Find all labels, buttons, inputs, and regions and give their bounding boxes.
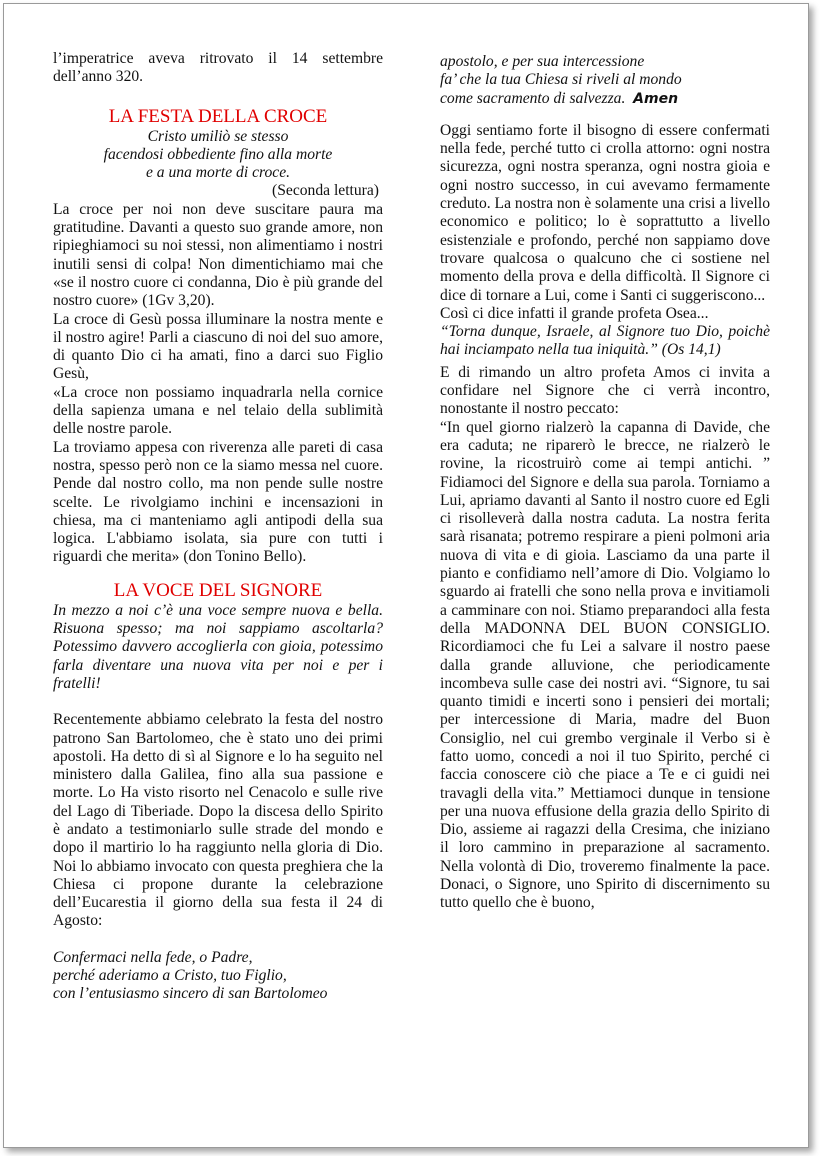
- paragraph: Oggi sentiamo forte il bisogno di essere confermati nella fede, perché tutto ci crolla attorno: ogni nostra sicurezza, ogni nostra speranza, ogni nostra gioia e ogni nostro successo, in cui avevamo fermamente creduto. La nostra non è solamente una crisi a livello economico e politico; lo è soprattutto a livello esistenziale e profondo, perché non sappiamo dove trovare qualcosa o qualcuno che ci sostiene nel momento della prova e della difficoltà. Il Signore ci dice di tornare a Lui, come i Santi ci suggeriscono...: [440, 121, 770, 304]
- paragraph: La croce per noi non deve suscitare paura ma gratitudine. Davanti a questo suo grande amore, non ripieghiamoci su noi stessi, non alimentiamo i nostri inutili sensi di colpa! Non dimentichiamo mai che «se il nostro cuore ci condanna, Dio è più grande del nostro cuore» (1Gv 3,20).: [53, 200, 383, 310]
- heading-festa-croce: LA FESTA DELLA CROCE: [108, 105, 328, 127]
- quote-line: e a una morte di croce.: [145, 164, 291, 182]
- prayer-line: perché aderiamo a Cristo, tuo Figlio,: [53, 967, 287, 985]
- paragraph-continuation: l’imperatrice aveva ritrovato il 14 settembre dell’anno 320.: [53, 50, 383, 86]
- document-page: [3, 3, 809, 1148]
- paragraph: Recentemente abbiamo celebrato la festa del nostro patrono San Bartolomeo, che è stato uno dei primi apostoli. Ha detto di sì al Signore e lo ha seguito nel ministero dalla Galilea, fino alla sua passione e morte. Lo Ha visto risorto nel Cenacolo e sulle rive del Lago di Tiberiade. Dopo la discesa dello Spirito è andato a testimoniarlo sulle strade del mondo e dopo il martirio lo ha raggiunto nella gloria di Dio. Noi lo abbiamo invocato con questa preghiera che la Chiesa ci propone durante la celebrazione dell’Eucarestia il giorno della sua festa il 24 di Agosto:: [53, 711, 383, 930]
- paragraph: «La croce non possiamo inquadrarla nella cornice della sapienza umana e nel telaio della sublimità delle nostre parole.: [53, 383, 383, 438]
- prayer-line: Confermaci nella fede, o Padre,: [53, 948, 253, 966]
- left-column: [53, 50, 383, 1004]
- quote-line: facendosi obbediente fino alla morte: [103, 145, 333, 163]
- paragraph: E di rimando un altro profeta Amos ci invita a confidare nel Signore che ci verrà incontro, nonostante il nostro peccato:: [440, 363, 770, 418]
- quote-source: (Seconda lettura): [272, 182, 379, 200]
- amen: Amen: [633, 90, 679, 107]
- quote-line: Cristo umiliò se stesso: [147, 127, 289, 145]
- prayer-last-line: [440, 90, 770, 108]
- right-column: [440, 53, 770, 913]
- prayer-line: fa’ che la tua Chiesa si riveli al mondo: [440, 71, 682, 89]
- paragraph: “In quel giorno rialzerò la capanna di Davide, che era caduta; ne riparerò le brecce, ne rialzerò le rovine, la ricostruirò come ai tempi antichi. ” Fidiamoci del Signore e della sua parola. Torniamo a Lui, apriamo davanti al Santo il nostro cuore ed Egli ci risolleverà dalla nostra caduta. La nostra ferita sarà risanata; potremo respirare a pieni polmoni aria nuova di vita e di gioia. Lasciamo da una parte il pianto e confidiamo nell’amore di Dio. Volgiamo lo sguardo ai fratelli che sono nella prova e invitiamoli a camminare con noi. Stiamo preparandoci alla festa della MADONNA DEL BUON CONSIGLIO. Ricordiamoci che fu Lei a salvare il nostro paese dalla grande alluvione, che periodicamente incombeva sulle case dei nostri avi. “Signore, tu sai quanto timidi e incerti sono i pensieri dei mortali; per intercessione di Maria, madre del Buon Consiglio, nel cui grembo verginale il Verbo si è fatto uomo, concedi a noi il tuo Spirito, perché ci faccia conoscere ciò che piace a Te e ci guidi nei travagli della vita.” Mettiamoci dunque in tensione per una nuova effusione della grazia dello Spirito di Dio, assieme ai ragazzi della Cresima, che iniziano il loro cammino in preparazione al sacramento. Nella volontà di Dio, troveremo finalmente la pace. Donaci, o Signore, uno Spirito di discernimento su tutto quello che è buono,: [440, 418, 770, 912]
- prayer-line: con l’entusiasmo sincero di san Bartolomeo: [53, 985, 328, 1003]
- paragraph: La croce di Gesù possa illuminare la nostra mente e il nostro agire! Parli a ciascuno di noi del suo amore, di quanto Dio ci ha amati, fino a darci suo Figlio Gesù,: [53, 310, 383, 383]
- intro-italic: In mezzo a noi c’è una voce sempre nuova e bella. Risuona spesso; ma noi sappiamo ascoltarla? Potessimo davvero accoglierla con gioia, potessimo farla diventare una nuova vita per noi e per i fratelli!: [53, 601, 383, 692]
- heading-voce-signore: LA VOCE DEL SIGNORE: [113, 579, 323, 601]
- paragraph: La troviamo appesa con riverenza alle pareti di casa nostra, spesso però non ce la siamo messa nel cuore. Pende dal nostro collo, ma non pende sulle nostre scelte. Le rivolgiamo inchini e incensazioni in chiesa, ma ci manteniamo agli antipodi della sua logica. L'abbiamo isolata, sia pure con tutti i riguardi che merita» (don Tonino Bello).: [53, 438, 383, 566]
- quote-osea: “Torna dunque, Israele, al Signore tuo Dio, poichè hai inciampato nella tua iniquità.” (Os 14,1): [440, 323, 770, 359]
- paragraph: Così ci dice infatti il grande profeta Osea...: [440, 304, 709, 322]
- prayer-text: come sacramento di salvezza.: [440, 89, 626, 107]
- prayer-line: apostolo, e per sua intercessione: [440, 53, 645, 70]
